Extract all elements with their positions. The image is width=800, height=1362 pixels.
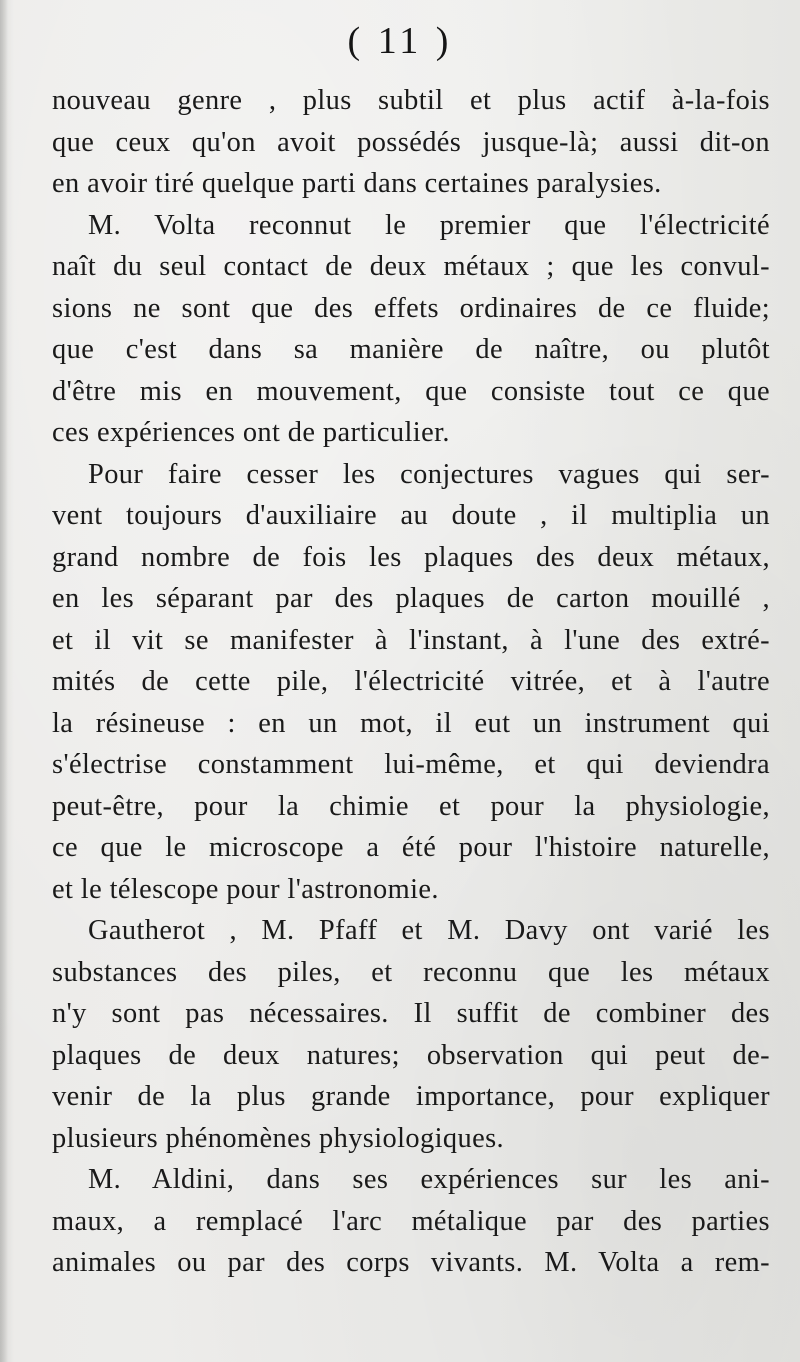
- text-line: substances des piles, et reconnu que les métaux: [52, 956, 770, 988]
- text-line: en les séparant par des plaques de carton mouillé ,: [52, 583, 770, 614]
- text-line: d'être mis en mouvement, que consiste tout ce que: [52, 375, 770, 407]
- text-line: M. Volta reconnut le premier que l'électricité: [88, 209, 770, 241]
- text-line: et le télescope pour l'astronomie.: [52, 873, 439, 905]
- text-line: animales ou par des corps vivants. M. Volta a rem-: [52, 1247, 770, 1278]
- text-line: ces expériences ont de particulier.: [52, 417, 450, 448]
- text-line: et il vit se manifester à l'instant, à l'une des extré-: [52, 624, 770, 656]
- text-line: la résineuse : en un mot, il eut un instrument qui: [52, 707, 770, 739]
- text-line: naît du seul contact de deux métaux ; que les convul-: [52, 251, 770, 282]
- text-line: nouveau genre , plus subtil et plus actif à-la-fois: [52, 85, 770, 116]
- text-line: M. Aldini, dans ses expériences sur les ani-: [88, 1164, 770, 1195]
- text-line: que ceux qu'on avoit possédés jusque-là; aussi dit-on: [52, 126, 770, 158]
- text-line: grand nombre de fois les plaques des deux métaux,: [52, 541, 770, 573]
- text-line: n'y sont pas nécessaires. Il suffit de combiner des: [52, 998, 770, 1029]
- text-line: plusieurs phénomènes physiologiques.: [52, 1122, 505, 1154]
- text-line: sions ne sont que des effets ordinaires de ce fluide;: [52, 292, 770, 324]
- body-text: [52, 80, 770, 1284]
- text-line: Pour faire cesser les conjectures vagues qui ser-: [88, 458, 770, 490]
- text-line: plaques de deux natures; observation qui peut de-: [52, 1039, 770, 1071]
- text-line: s'électrise constamment lui-même, et qui deviendra: [52, 749, 770, 780]
- text-line: que c'est dans sa manière de naître, ou plutôt: [52, 334, 770, 365]
- page-number: ( 11 ): [347, 20, 453, 62]
- page-spine-shadow: [0, 0, 8, 1362]
- text-line: ce que le microscope a été pour l'histoire naturelle,: [52, 832, 770, 863]
- text-line: peut-être, pour la chimie et pour la physiologie,: [52, 790, 770, 822]
- text-line: venir de la plus grande importance, pour expliquer: [52, 1081, 770, 1112]
- text-line: mités de cette pile, l'électricité vitrée, et à l'autre: [52, 666, 770, 697]
- text-line: en avoir tiré quelque parti dans certaines paralysies.: [52, 168, 662, 199]
- text-line: vent toujours d'auxiliaire au doute , il multiplia un: [52, 500, 770, 531]
- text-line: maux, a remplacé l'arc métalique par des parties: [52, 1205, 770, 1237]
- text-line: Gautherot , M. Pfaff et M. Davy ont varié les: [88, 915, 770, 946]
